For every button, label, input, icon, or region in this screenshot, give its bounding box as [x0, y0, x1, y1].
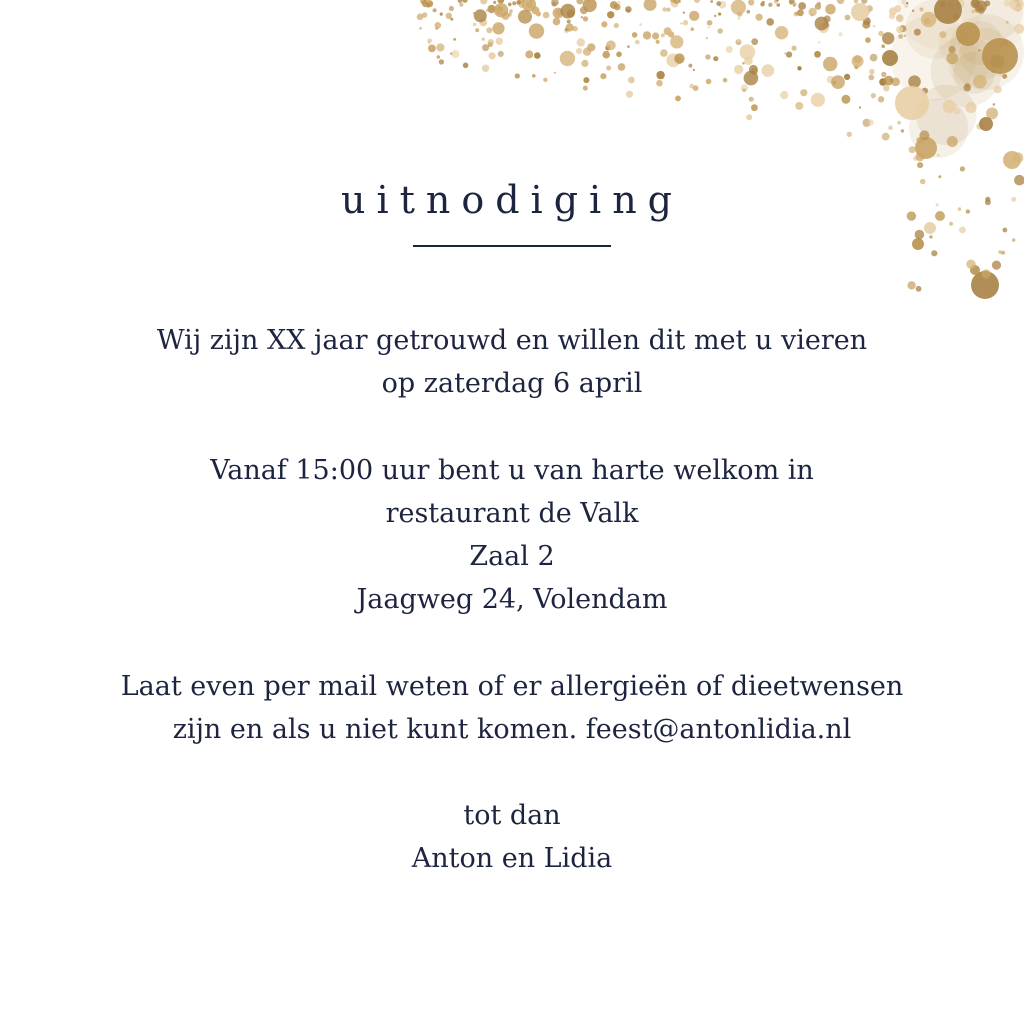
glitter-dot	[583, 86, 588, 91]
glitter-dot	[859, 106, 861, 108]
glitter-dot	[553, 18, 561, 26]
glitter-dot	[567, 20, 571, 24]
glitter-dot	[731, 0, 746, 15]
glitter-dot	[554, 72, 556, 74]
glitter-dot	[780, 91, 788, 99]
glitter-dot	[956, 22, 980, 46]
intro-line: Wij zijn XX jaar getrouwd en willen dit met u vieren	[156, 325, 868, 356]
glitter-dot	[583, 77, 589, 83]
glitter-dot	[674, 53, 684, 63]
glitter-dot	[689, 84, 694, 89]
glitter-dot	[666, 8, 670, 12]
glitter-dot	[656, 80, 663, 87]
glitter-dot	[453, 38, 456, 41]
glitter-dot	[817, 2, 821, 6]
glitter-dot	[851, 3, 869, 21]
glitter-dot	[792, 46, 797, 51]
glitter-dot	[450, 18, 453, 21]
glitter-dot	[965, 102, 976, 113]
glitter-dot	[532, 74, 536, 78]
glitter-dot	[993, 103, 996, 106]
glitter-dot	[793, 5, 795, 7]
glitter-dot	[713, 56, 718, 61]
glitter-dot	[852, 55, 864, 67]
glitter-dot	[716, 1, 721, 6]
glitter-dot	[606, 40, 616, 50]
glitter-dot	[888, 125, 893, 130]
intro-paragraph	[0, 319, 1024, 405]
glitter-dot	[916, 152, 925, 161]
glitter-dot	[871, 93, 876, 98]
glitter-dot	[576, 48, 582, 54]
glitter-dot	[815, 17, 829, 31]
glitter-dot	[946, 52, 958, 64]
glitter-dot	[482, 38, 485, 41]
glitter-dot	[937, 154, 940, 157]
gold-glitter-decoration	[0, 0, 1024, 320]
glitter-dot	[664, 27, 672, 35]
glitter-dot	[708, 26, 710, 28]
glitter-dot	[662, 7, 666, 11]
glitter-dot	[710, 0, 713, 3]
glitter-dot	[963, 84, 971, 92]
glitter-dot	[618, 63, 626, 71]
glitter-dot	[919, 7, 923, 11]
venue-line: Zaal 2	[469, 541, 555, 572]
glitter-dot	[762, 64, 775, 77]
glitter-dot	[643, 31, 651, 39]
glitter-dot	[628, 77, 635, 84]
glitter-dot	[515, 73, 520, 78]
glitter-dot	[1012, 238, 1015, 241]
glitter-dot	[756, 14, 763, 21]
glitter-dot	[751, 38, 758, 45]
intro-line: op zaterdag 6 april	[381, 368, 643, 399]
glitter-dot	[947, 136, 958, 147]
glitter-dot	[689, 11, 699, 21]
glitter-dot	[883, 85, 889, 91]
glitter-dot	[897, 121, 901, 125]
glitter-dot	[516, 0, 521, 5]
glitter-dot	[1003, 228, 1008, 233]
glitter-dot	[626, 9, 630, 13]
glitter-dot	[561, 4, 576, 19]
rsvp-line: Laat even per mail weten of er allergieën of dieetwensen	[120, 671, 904, 702]
glitter-dot	[789, 0, 793, 4]
glitter-dot	[498, 51, 504, 57]
glitter-dot	[749, 97, 754, 102]
glitter-dot	[632, 32, 638, 38]
glitter-dot	[798, 2, 806, 10]
glitter-dot	[916, 286, 922, 292]
glitter-dot	[428, 45, 436, 53]
glitter-dot	[656, 71, 664, 79]
glitter-dot	[896, 26, 903, 33]
glitter-dot	[462, 0, 468, 3]
glitter-dot	[797, 9, 804, 16]
glitter-dot	[576, 0, 583, 4]
glitter-dot	[675, 96, 681, 102]
title-divider	[413, 245, 611, 247]
glitter-dot	[994, 85, 1002, 93]
glitter-dot	[486, 9, 488, 11]
glitter-dot	[440, 13, 443, 16]
glitter-dot	[982, 38, 1018, 74]
glitter-dot	[626, 91, 633, 98]
glitter-dot	[844, 74, 850, 80]
glitter-dot	[482, 44, 489, 51]
glitter-dot	[738, 17, 740, 19]
glitter-dot	[737, 39, 740, 42]
glitter-dot	[494, 3, 508, 17]
glitter-dot	[912, 238, 924, 250]
glitter-dot	[718, 12, 721, 15]
glitter-dot	[606, 66, 611, 71]
glitter-dot	[705, 54, 710, 59]
signature-names: Anton en Lidia	[411, 843, 613, 874]
glitter-dot	[869, 69, 875, 75]
glitter-dot	[433, 8, 437, 12]
glitter-dot	[492, 22, 504, 34]
glitter-dot	[882, 50, 898, 66]
glitter-dot	[868, 119, 874, 125]
glitter-dot	[706, 79, 712, 85]
glitter-dot	[810, 14, 813, 17]
glitter-dot	[436, 43, 444, 51]
closing-paragraph	[0, 794, 1024, 880]
glitter-dot	[581, 16, 583, 18]
glitter-dot	[734, 65, 743, 74]
glitter-dot	[904, 34, 907, 37]
glitter-dot	[656, 40, 660, 44]
glitter-dot	[525, 50, 533, 58]
glitter-dot	[635, 40, 640, 45]
glitter-dot	[919, 130, 929, 140]
glitter-dot	[694, 0, 700, 3]
glitter-dot	[566, 23, 574, 31]
glitter-dot	[439, 59, 444, 64]
glitter-dot	[683, 12, 685, 14]
glitter-dot	[449, 6, 454, 11]
glitter-dot	[587, 43, 595, 51]
glitter-dot	[644, 0, 657, 11]
glitter-dot	[660, 49, 668, 57]
glitter-dot	[1002, 74, 1007, 79]
glitter-dot	[929, 235, 932, 238]
glitter-dot	[868, 75, 874, 81]
glitter-dot	[878, 96, 884, 102]
glitter-dot	[915, 230, 925, 240]
glitter-dot	[601, 21, 607, 27]
glitter-dot	[583, 16, 588, 21]
glitter-dot	[959, 227, 966, 234]
venue-line: Jaagweg 24, Volendam	[356, 584, 668, 615]
glitter-dot	[473, 23, 477, 27]
glitter-dot	[680, 23, 682, 25]
glitter-dot	[831, 75, 845, 89]
glitter-dot	[706, 37, 708, 39]
glitter-dot	[917, 162, 923, 168]
glitter-dot	[670, 35, 683, 48]
glitter-dot	[577, 38, 585, 46]
invitation-title: uitnodiging	[340, 178, 683, 222]
glitter-dot	[837, 0, 845, 4]
glitter-dot	[845, 15, 851, 21]
glitter-dot	[1013, 152, 1024, 163]
glitter-dot	[435, 27, 438, 30]
glitter-dot	[493, 1, 496, 4]
glitter-dot	[971, 10, 975, 14]
glitter-dot	[529, 23, 544, 38]
glitter-dot	[775, 26, 788, 39]
glitter-dot	[482, 65, 489, 72]
glitter-dot	[747, 10, 751, 14]
glitter-dot	[841, 95, 850, 104]
glitter-dot	[895, 86, 929, 120]
glitter-dot	[865, 37, 871, 43]
glitter-dot	[847, 132, 852, 137]
glitter-dot	[904, 4, 908, 8]
glitter-dot	[427, 39, 432, 44]
glitter-dot	[924, 222, 936, 234]
glitter-dot	[914, 29, 921, 36]
glitter-dot	[518, 10, 532, 24]
glitter-dot	[943, 100, 956, 113]
venue-paragraph	[0, 449, 1024, 621]
glitter-dot	[881, 72, 886, 77]
glitter-dot	[543, 78, 547, 82]
glitter-dot	[931, 250, 937, 256]
glitter-dot	[811, 93, 825, 107]
glitter-dot	[921, 12, 936, 27]
glitter-dot	[795, 102, 803, 110]
glitter-dot	[614, 23, 619, 28]
glitter-dot	[451, 50, 459, 58]
rsvp-line: zijn en als u niet kunt komen. feest@antonlidia.nl	[172, 714, 852, 745]
glitter-dot	[581, 60, 588, 67]
glitter-dot	[534, 52, 541, 59]
glitter-dot	[508, 3, 512, 7]
glitter-dot	[714, 15, 716, 17]
glitter-dot	[975, 0, 987, 12]
glitter-dot	[823, 57, 837, 71]
glitter-dot	[688, 64, 692, 68]
glitter-dot	[748, 0, 754, 6]
glitter-dot	[600, 73, 606, 79]
glitter-dot	[1014, 24, 1024, 34]
glitter-dot	[744, 56, 753, 65]
glitter-dot	[458, 0, 462, 3]
glitter-dot	[873, 25, 875, 27]
glitter-dot	[627, 45, 630, 48]
glitter-dot	[861, 0, 867, 4]
glitter-dot	[949, 222, 953, 226]
glitter-dot	[973, 75, 987, 89]
glitter-dot	[818, 41, 821, 44]
glitter-dot	[496, 38, 503, 45]
glitter-dot	[901, 129, 904, 132]
glitter-dot	[839, 32, 843, 36]
glitter-dot	[777, 3, 781, 7]
glitter-dot	[1001, 251, 1005, 255]
glitter-dot	[881, 44, 885, 48]
glitter-dot	[979, 117, 993, 131]
glitter-dot	[786, 52, 792, 58]
glitter-dot	[909, 146, 916, 153]
glitter-dot	[912, 10, 914, 12]
glitter-dot	[661, 33, 665, 37]
glitter-dot	[966, 260, 975, 269]
glitter-dot	[707, 20, 713, 26]
glitter-dot	[693, 69, 695, 71]
closing-line: tot dan	[463, 800, 561, 831]
glitter-dot	[509, 11, 512, 14]
glitter-dot	[907, 281, 915, 289]
glitter-dot	[751, 104, 758, 111]
glitter-dot	[474, 9, 487, 22]
glitter-dot	[717, 28, 723, 34]
glitter-dot	[774, 0, 778, 4]
glitter-dot	[616, 52, 622, 58]
glitter-dot	[486, 27, 492, 33]
glitter-dot	[960, 166, 965, 171]
glitter-dot	[607, 11, 614, 18]
glitter-dot	[854, 0, 858, 3]
glitter-dot	[422, 12, 427, 17]
glitter-dot	[746, 114, 752, 120]
glitter-dot	[744, 71, 759, 86]
glitter-dot	[489, 52, 496, 59]
glitter-dot	[602, 51, 610, 59]
glitter-dot	[978, 49, 981, 52]
glitter-dot	[982, 269, 991, 278]
glitter-dot	[889, 7, 897, 15]
glitter-dot	[463, 63, 469, 69]
glitter-dot	[480, 0, 487, 5]
glitter-dot	[884, 76, 894, 86]
glitter-dot	[437, 55, 441, 59]
glitter-dot	[543, 12, 550, 19]
glitter-dot	[459, 3, 463, 7]
glitter-dot	[898, 34, 903, 39]
venue-line: Vanaf 15:00 uur bent u van harte welkom in	[210, 455, 814, 486]
glitter-dot	[1006, 21, 1009, 24]
glitter-dot	[419, 27, 422, 30]
glitter-dot	[882, 133, 890, 141]
glitter-dot	[723, 78, 728, 83]
rsvp-paragraph	[0, 665, 1024, 751]
glitter-dot	[560, 51, 575, 66]
glitter-dot	[768, 3, 772, 7]
glitter-dot	[949, 46, 956, 53]
glitter-dot	[475, 28, 479, 32]
glitter-dot	[690, 27, 694, 31]
glitter-dot	[882, 32, 894, 44]
glitter-dot	[742, 88, 746, 92]
glitter-dot	[497, 0, 504, 4]
glitter-dot	[939, 31, 946, 38]
glitter-dot	[766, 18, 774, 26]
glitter-dot	[797, 66, 801, 70]
glitter-dot	[814, 51, 821, 58]
glitter-dot	[614, 4, 621, 11]
glitter-dot	[726, 46, 733, 53]
glitter-dot	[683, 20, 688, 25]
glitter-dot	[992, 261, 1001, 270]
glitter-dot	[512, 1, 516, 5]
glitter-dot	[896, 14, 904, 22]
glitter-dot	[652, 32, 659, 39]
glitter-dot	[870, 54, 878, 62]
glitter-dot	[742, 62, 745, 65]
venue-line: restaurant de Valk	[385, 498, 639, 529]
glitter-dot	[551, 2, 556, 7]
glitter-dot	[825, 4, 836, 15]
glitter-dot	[760, 2, 764, 6]
glitter-dot	[800, 89, 807, 96]
glitter-dot	[639, 23, 642, 26]
